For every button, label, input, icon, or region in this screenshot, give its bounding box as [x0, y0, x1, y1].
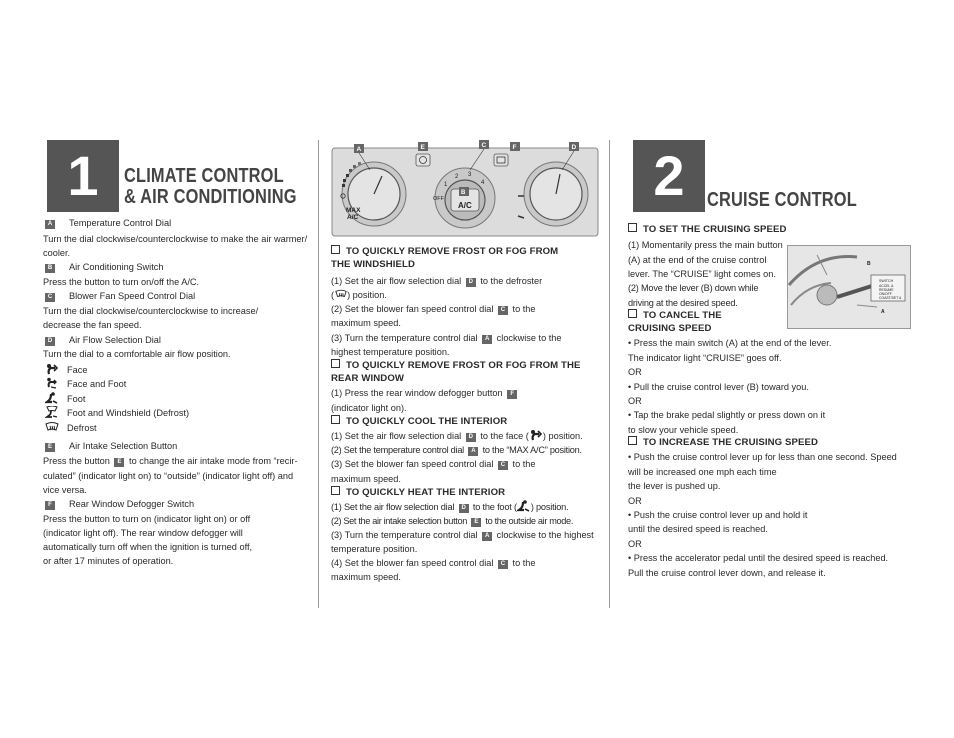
mid-line [331, 429, 583, 443]
fan-number-1: 1 [444, 182, 448, 188]
ac-button-label: A/C [458, 201, 472, 210]
mode-foot-defrost [45, 406, 189, 420]
mid-line: maximum speed. [331, 572, 401, 582]
cruise-column [628, 223, 908, 583]
section-number-1: 1 [47, 140, 119, 212]
line-text: to the outside air mode. [483, 516, 574, 526]
item-b-desc-1: Press the button to turn on/off the A/C. [43, 277, 200, 287]
inner-badge-b: B [461, 190, 466, 196]
mode-label: Foot [67, 394, 86, 404]
badge-d: D [459, 504, 469, 513]
badge-d: D [45, 337, 55, 346]
cruise-line: • Push the cruise control lever up for less than one second. Speed [628, 452, 897, 462]
heading-heat [331, 486, 505, 500]
callout-d: D [571, 144, 577, 151]
face-mode-icon [45, 363, 59, 375]
face-icon [529, 429, 543, 441]
cruise-line: OR [628, 496, 642, 506]
item-c-desc-1: Turn the dial clockwise/counterclockwise to increase/ [43, 306, 259, 316]
foot-mode-icon [45, 392, 59, 404]
heading-increase [628, 436, 818, 450]
heading-cancel-2: CRUISING SPEED [628, 323, 712, 334]
checkbox-icon [331, 359, 340, 368]
mode-face-foot [45, 377, 126, 391]
cruise-line: • Push the cruise control lever up and hold it [628, 510, 808, 520]
heading-line: TO CANCEL THE [643, 310, 722, 321]
mid-line [331, 500, 568, 514]
item-f-desc-4: or after 17 minutes of operation. [43, 556, 174, 566]
badge-e-inline: E [114, 458, 124, 467]
cruise-line: lever. The “CRUISE” light comes on. [628, 269, 776, 279]
cruise-line: (A) at the end of the cruise control [628, 255, 767, 265]
line-text: to the foot ( [470, 502, 517, 512]
mid-line: temperature position. [331, 544, 418, 554]
cruise-line: until the desired speed is reached. [628, 524, 768, 534]
desc-post: to change the air intake mode from “recir- [126, 456, 298, 466]
item-a-desc-1: Turn the dial clockwise/counterclockwise to make the air warmer/ [43, 234, 308, 244]
callout-a: A [356, 146, 362, 153]
item-f-desc-1: Press the button to turn on (indicator light on) or off [43, 514, 251, 524]
checkbox-icon [331, 415, 340, 424]
heading-line: TO SET THE CRUISING SPEED [643, 224, 787, 235]
mid-line [331, 274, 542, 288]
badge-a: A [482, 335, 492, 344]
badge-e: E [45, 443, 55, 452]
mid-line [331, 288, 387, 302]
cruise-line: OR [628, 367, 642, 377]
section-title-climate [124, 166, 297, 208]
mode-label: Foot and Windshield (Defrost) [67, 408, 190, 418]
line-text: ) position. [530, 502, 569, 512]
item-e-desc-1: culated” (indicator light on) to “outside” (indicator light off) and [43, 471, 294, 481]
item-label: Air Intake Selection Button [69, 441, 178, 451]
cruise-line: OR [628, 539, 642, 549]
line-text: (1) Press the rear window defogger button [331, 388, 506, 398]
badge-b: B [45, 264, 55, 273]
heading-frost-windshield-2: THE WINDSHIELD [331, 259, 416, 270]
foot-defrost-mode-icon [45, 406, 59, 418]
item-label: Temperature Control Dial [69, 218, 172, 228]
line-text: to the “MAX A/C” position. [480, 445, 582, 455]
title-line-1: CLIMATE CONTROL [124, 165, 284, 187]
item-f-desc-2: (indicator light off). The rear window defogger will [43, 528, 243, 538]
lever-label-a: A [881, 309, 885, 315]
fan-number-3: 3 [468, 172, 472, 178]
on-off-label: ON/OFF [879, 292, 892, 296]
badge-d: D [466, 433, 476, 442]
callout-f: F [512, 144, 517, 151]
mid-line [331, 556, 536, 570]
line-text: to the [509, 304, 536, 314]
heading-frost-rear-2: REAR WINDOW [331, 373, 405, 384]
badge-a: A [468, 447, 478, 456]
line-text: (3) Turn the temperature control dial [331, 333, 481, 343]
title-line-2: & AIR CONDITIONING [124, 186, 297, 208]
cruise-line: (2) Move the lever (B) down while [628, 283, 759, 293]
line-text: (3) Turn the temperature control dial [331, 530, 481, 540]
line-text: clockwise to the highest [494, 530, 594, 540]
heading-line: TO INCREASE THE CRUISING SPEED [643, 437, 819, 448]
off-label: OFF [433, 196, 444, 202]
cruise-line: • Tap the brake pedal slightly or press down on it [628, 410, 826, 420]
heading-line: TO QUICKLY REMOVE FROST OR FOG FROM [346, 246, 559, 257]
mode-label: Face and Foot [67, 379, 127, 389]
face-foot-mode-icon [45, 377, 59, 389]
column-divider-1 [318, 140, 319, 608]
line-text: to the face ( [477, 431, 529, 441]
mid-line [331, 457, 536, 471]
defrost-mode-icon [45, 421, 59, 433]
cruise-line: Pull the cruise control lever down, and release it. [628, 568, 826, 578]
max-ac-label: A/C [347, 214, 359, 221]
heading-line: TO QUICKLY HEAT THE INTERIOR [346, 487, 506, 498]
line-text: ( [331, 290, 335, 300]
line-text: to the [509, 459, 536, 469]
badge-d: D [466, 278, 476, 287]
item-label: Air Conditioning Switch [69, 262, 164, 272]
item-d-label [43, 333, 161, 347]
item-label: Rear Window Defogger Switch [69, 499, 195, 509]
mid-line [331, 331, 562, 345]
section1-body [43, 216, 308, 576]
mode-foot [45, 392, 85, 406]
mid-line [331, 386, 519, 400]
item-label: Blower Fan Speed Control Dial [69, 291, 196, 301]
max-label: MAX [346, 207, 361, 214]
line-text: (2) Set the air intake selection button [331, 516, 470, 526]
callout-e: E [420, 144, 425, 151]
cruise-line: the lever is pushed up. [628, 481, 721, 491]
line-text: ) position. [347, 290, 387, 300]
climate-panel-illustration [330, 140, 600, 238]
badge-c: C [45, 293, 55, 302]
heading-line: TO QUICKLY COOL THE INTERIOR [346, 416, 508, 427]
cruise-line: • Pull the cruise control lever (B) toward you. [628, 382, 809, 392]
item-label: Air Flow Selection Dial [69, 335, 161, 345]
item-c-desc-2: decrease the fan speed. [43, 320, 142, 330]
cruise-line: to slow your vehicle speed. [628, 425, 739, 435]
defrost-icon [335, 288, 347, 300]
item-f-label [43, 497, 194, 511]
badge-c: C [498, 560, 508, 569]
cruise-line: • Press the accelerator pedal until the desired speed is reached. [628, 553, 889, 563]
line-text: (2) Set the blower fan speed control dial [331, 304, 496, 314]
badge-f: F [507, 390, 517, 399]
mid-line [331, 302, 536, 316]
cruise-line: • Press the main switch (A) at the end of the lever. [628, 338, 832, 348]
item-a-desc-2: cooler. [43, 248, 71, 258]
item-c-label [43, 289, 195, 303]
badge-c: C [498, 306, 508, 315]
cruise-line: (1) Momentarily press the main button [628, 240, 783, 250]
line-text: (4) Set the blower fan speed control dial [331, 558, 496, 568]
resume-label: RESUME [879, 288, 894, 292]
mid-line: maximum speed. [331, 474, 401, 484]
mid-line [331, 443, 582, 457]
heading-set-speed [628, 223, 787, 237]
cruise-line: driving at the desired speed. [628, 298, 738, 308]
line-text: (3) Set the blower fan speed control dial [331, 459, 496, 469]
column-divider-2 [609, 140, 610, 608]
badge-e: E [471, 518, 481, 527]
mid-line [331, 514, 573, 528]
switch-label: SWITCH [879, 279, 894, 283]
badge-a: A [45, 220, 55, 229]
mid-line: (indicator light on). [331, 403, 407, 413]
heading-cool [331, 415, 507, 429]
mode-defrost [45, 421, 97, 435]
cruise-line: The indicator light “CRUISE” goes off. [628, 353, 782, 363]
item-d-desc-1: Turn the dial to a comfortable air flow position. [43, 349, 231, 359]
foot-icon [517, 500, 531, 512]
callout-c: C [481, 142, 487, 149]
accel-label: ACCEL & [879, 284, 894, 288]
coast-label: COAST/SET & [879, 296, 902, 300]
item-f-desc-3: automatically turn off when the ignition is turned off, [43, 542, 253, 552]
heading-line: TO QUICKLY REMOVE FROST OR FOG FROM THE [346, 360, 581, 371]
item-e-desc-2: vice versa. [43, 485, 87, 495]
cruise-line: will be increased one mph each time [628, 467, 777, 477]
item-b-label [43, 260, 163, 274]
line-text: (1) Set the air flow selection dial [331, 502, 457, 512]
checkbox-icon [331, 245, 340, 254]
section-number-2: 2 [633, 140, 705, 212]
mode-label: Defrost [67, 423, 97, 433]
line-text: to the [509, 558, 536, 568]
item-e-label [43, 439, 177, 453]
line-text: (1) Set the air flow selection dial [331, 431, 464, 441]
line-text: (2) Set the temperature control dial [331, 445, 467, 455]
mid-line: highest temperature position. [331, 347, 450, 357]
checkbox-icon [331, 486, 340, 495]
checkbox-icon [628, 223, 637, 232]
badge-c: C [498, 461, 508, 470]
mid-line [331, 528, 594, 542]
item-a-label [43, 216, 171, 230]
middle-column [331, 245, 606, 595]
checkbox-icon [628, 436, 637, 445]
cruise-line: OR [628, 396, 642, 406]
lever-label-b: B [867, 261, 871, 267]
mid-line: maximum speed. [331, 318, 401, 328]
desc-pre: Press the button [43, 456, 110, 466]
fan-number-4: 4 [481, 180, 485, 186]
section-title-cruise: CRUISE CONTROL [707, 189, 857, 211]
item-e-desc-0 [43, 454, 298, 468]
fan-number-2: 2 [455, 174, 459, 180]
checkbox-icon [628, 309, 637, 318]
badge-a: A [482, 532, 492, 541]
line-text: to the defroster [477, 276, 543, 286]
mode-face [45, 363, 87, 377]
line-text: clockwise to the [494, 333, 562, 343]
line-text: ) position. [542, 431, 583, 441]
line-text: (1) Set the air flow selection dial [331, 276, 464, 286]
mode-label: Face [67, 365, 88, 375]
badge-f: F [45, 501, 55, 510]
